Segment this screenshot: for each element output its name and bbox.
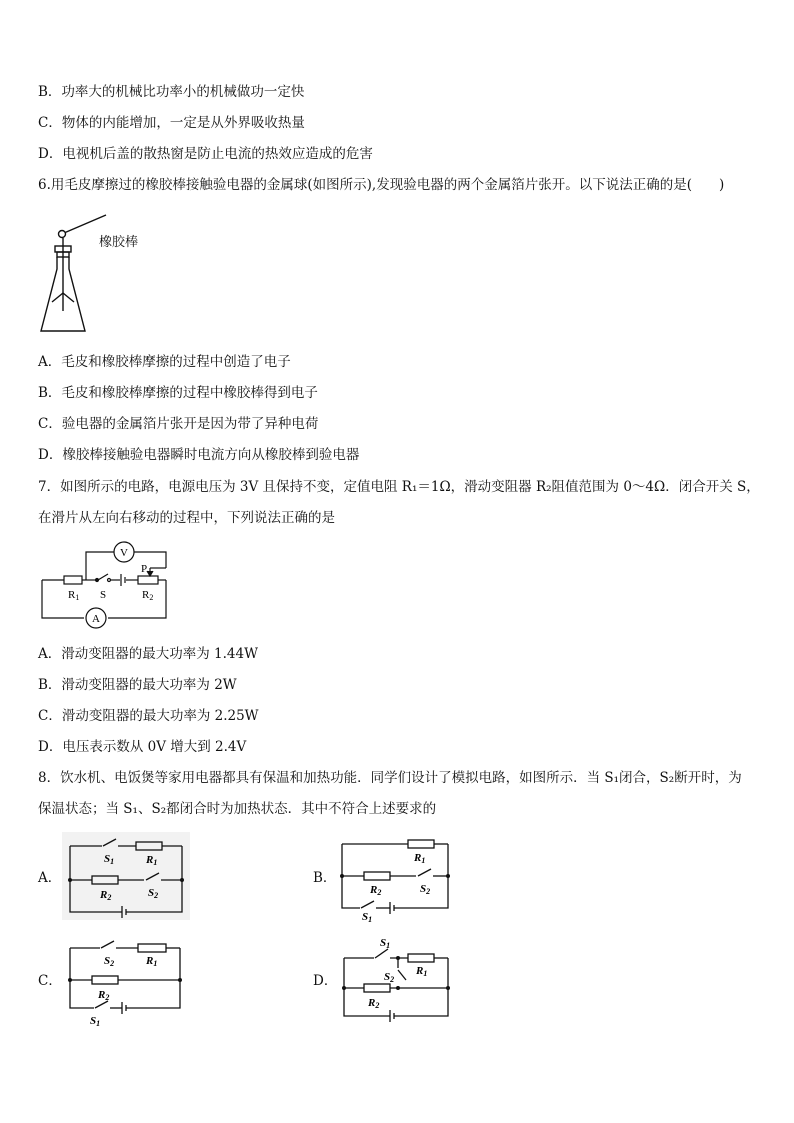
q7-stem-line1: 7．如图所示的电路，电源电压为 3V 且保持不变，定值电阻 R₁＝1Ω，滑动变阻器 R₂阻值范围为 0～4Ω．闭合开关 S， (38, 479, 760, 495)
q5-option-d: D．电视机后盖的散热窗是防止电流的热效应造成的危害 (38, 146, 373, 162)
svg-text:S2: S2 (384, 971, 395, 984)
rubber-rod-label: 橡胶棒 (99, 235, 139, 250)
q7-option-b: B．滑动变阻器的最大功率为 2W (38, 677, 237, 693)
q6-option-b: B．毛皮和橡胶棒摩擦的过程中橡胶棒得到电子 (38, 385, 318, 401)
svg-text:R2: R2 (98, 989, 110, 1002)
svg-text:R2: R2 (368, 997, 380, 1010)
q8-circuit-a (62, 832, 190, 920)
q8-circuit-d (336, 934, 456, 1026)
r2-rheostat (138, 576, 158, 584)
svg-text:S1: S1 (362, 911, 373, 922)
q6-option-d: D．橡胶棒接触验电器瞬时电流方向从橡胶棒到验电器 (38, 447, 360, 463)
svg-text:S1: S1 (90, 1015, 101, 1028)
q8-label-d: D． (313, 973, 338, 989)
r1-resistor (64, 576, 82, 584)
q5-option-c: C．物体的内能增加，一定是从外界吸收热量 (38, 115, 305, 131)
voltmeter-label: V (120, 547, 128, 559)
slider-label: P (141, 563, 148, 575)
q6-option-c: C．验电器的金属箔片张开是因为带了异种电荷 (38, 416, 319, 432)
q7-stem-line2: 在滑片从左向右移动的过程中，下列说法正确的是 (38, 510, 335, 526)
q6-option-a: A．毛皮和橡胶棒摩擦的过程中创造了电子 (38, 354, 291, 370)
svg-text:S2: S2 (420, 883, 431, 896)
switch-label: S (100, 589, 107, 601)
q8-label-c: C． (38, 973, 62, 989)
q8-circuit-c (64, 936, 188, 1030)
q5-option-b: B．功率大的机械比功率小的机械做功一定快 (38, 84, 305, 100)
svg-text:S1: S1 (104, 853, 115, 866)
q6-stem: 6.用毛皮摩擦过的橡胶棒接触验电器的金属球(如图所示),发现验电器的两个金属箔片张开。以下说法正确的是( ) (38, 177, 725, 193)
q7-option-a: A．滑动变阻器的最大功率为 1.44W (38, 646, 258, 662)
q7-option-c: C．滑动变阻器的最大功率为 2.25W (38, 708, 259, 724)
r1-label: R1 (68, 589, 80, 602)
svg-text:R2: R2 (100, 889, 112, 902)
q8-circuit-b (336, 836, 456, 922)
q8-label-b: B． (313, 870, 337, 886)
switch-s (98, 574, 108, 580)
svg-text:R1: R1 (416, 965, 428, 978)
q8-label-a: A． (38, 870, 62, 886)
r2-label: R2 (142, 589, 154, 602)
svg-text:R1: R1 (414, 852, 426, 865)
svg-text:S2: S2 (148, 887, 159, 900)
svg-text:R2: R2 (370, 884, 382, 897)
q7-option-d: D．电压表示数从 0V 增大到 2.4V (38, 739, 247, 755)
ammeter-label: A (92, 613, 100, 625)
svg-text:S1: S1 (380, 937, 391, 950)
svg-text:S2: S2 (104, 955, 115, 968)
q7-circuit-figure (38, 538, 173, 633)
q8-stem-line1: 8．饮水机、电饭煲等家用电器都具有保温和加热功能．同学们设计了模拟电路，如图所示．当 S₁闭合，S₂断开时，为 (38, 770, 742, 786)
svg-text:R1: R1 (146, 955, 158, 968)
electroscope-figure (38, 203, 158, 338)
q8-stem-line2: 保温状态；当 S₁、S₂都闭合时为加热状态．其中不符合上述要求的 (38, 801, 437, 817)
svg-text:R1: R1 (146, 854, 158, 867)
